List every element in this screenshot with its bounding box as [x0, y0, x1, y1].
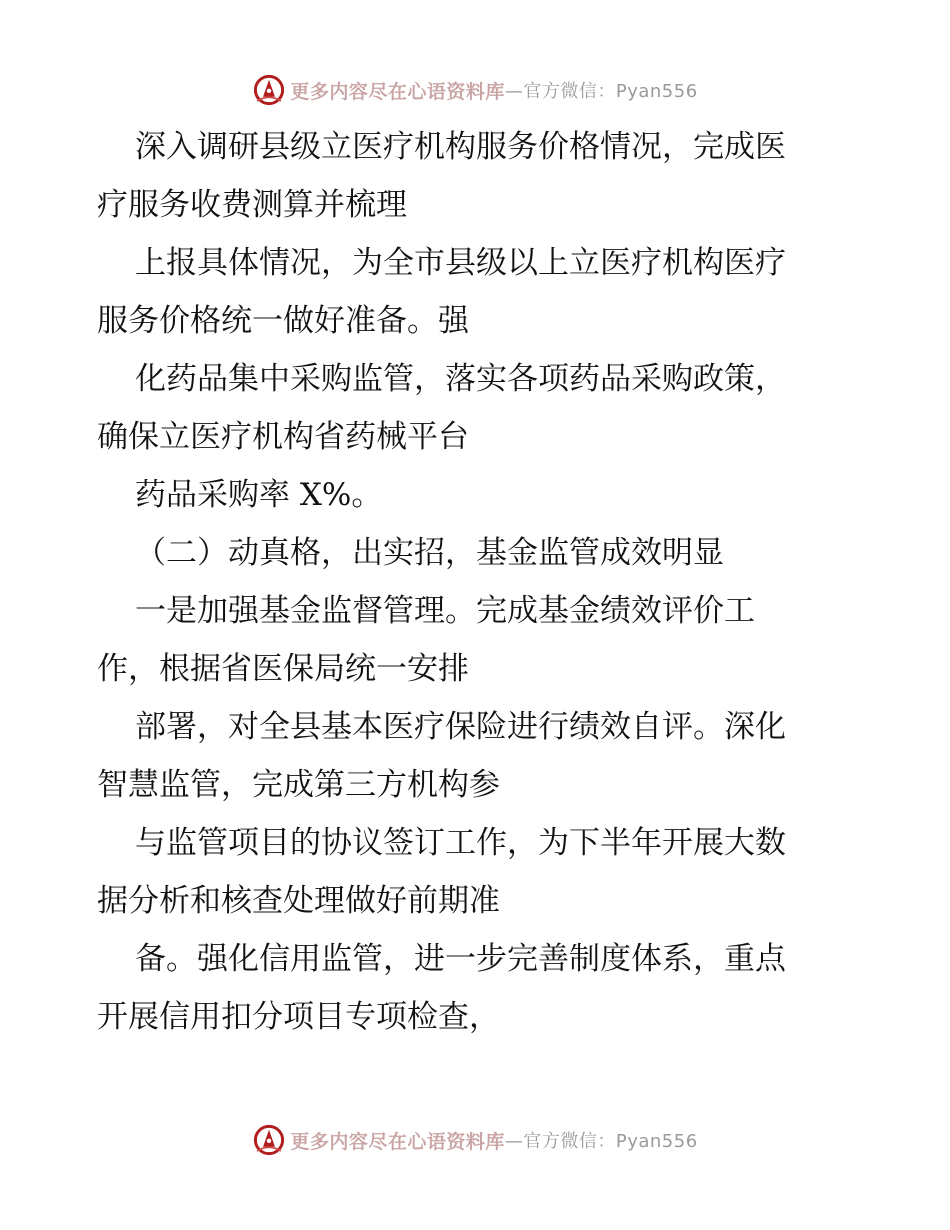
body-line: 据分析和核查处理做好前期准 — [97, 883, 500, 919]
body-line: 确保立医疗机构省药械平台 — [97, 419, 469, 455]
body-line: 深入调研县级立医疗机构服务价格情况，完成医 — [135, 129, 786, 165]
section-heading: （二）动真格，出实招，基金监管成效明显 — [135, 535, 724, 571]
body-line: 部署，对全县基本医疗保险进行绩效自评。深化 — [135, 709, 786, 745]
body-line: 与监管项目的协议签订工作，为下半年开展大数 — [135, 825, 786, 861]
banner-title: 更多内容尽在心语资料库 — [290, 80, 505, 103]
pen-nib-logo-icon — [252, 73, 286, 107]
banner-title: 更多内容尽在心语资料库 — [290, 1130, 505, 1153]
body-line: 备。强化信用监管，进一步完善制度体系，重点 — [135, 941, 786, 977]
banner-wechat: —官方微信：Pyan556 — [504, 81, 698, 102]
body-line: 服务价格统一做好准备。强 — [97, 303, 469, 339]
footer-banner — [0, 1120, 950, 1160]
pen-nib-logo-icon — [252, 1123, 286, 1157]
body-line: 上报具体情况，为全市县级以上立医疗机构医疗 — [135, 245, 786, 281]
body-line: 药品采购率 X%。 — [135, 477, 383, 513]
document-body — [97, 118, 857, 1046]
banner-wechat: —官方微信：Pyan556 — [504, 1131, 698, 1152]
body-line: 作，根据省医保局统一安排 — [97, 651, 469, 687]
body-line: 智慧监管，完成第三方机构参 — [97, 767, 500, 803]
body-line: 疗服务收费测算并梳理 — [97, 187, 407, 223]
body-line: 化药品集中采购监管，落实各项药品采购政策， — [135, 361, 786, 397]
header-banner — [0, 70, 950, 110]
body-line: 一是加强基金监督管理。完成基金绩效评价工 — [135, 593, 755, 629]
body-line: 开展信用扣分项目专项检查， — [97, 999, 500, 1035]
